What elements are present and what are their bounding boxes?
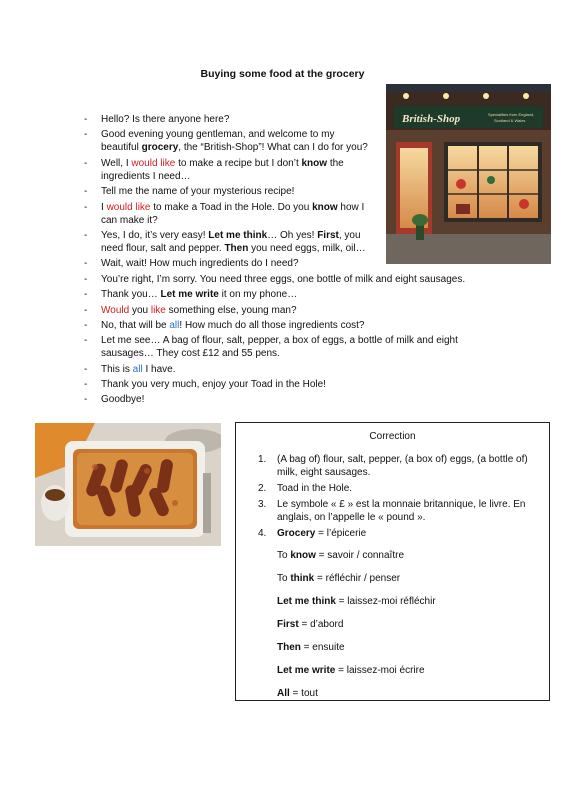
toad-in-the-hole-photo (35, 423, 221, 546)
bullet-dash: - (84, 335, 88, 347)
correction-number: 2. (258, 483, 267, 494)
dialogue-segment: know (301, 157, 328, 169)
dialogue-segment: , the “British-Shop”! What can I do for you? (178, 142, 368, 154)
dialogue-segment: Good evening young gentleman, and welcome to my beautiful (101, 129, 335, 154)
dialogue-line (84, 201, 371, 227)
dialogue-segment: I have. (142, 363, 176, 375)
vocab-segment: First (277, 619, 299, 630)
dialogue-segment: Would (101, 304, 130, 316)
correction-item (258, 498, 544, 524)
bullet-dash: - (84, 319, 88, 331)
vocab-segment: Then (277, 642, 301, 653)
vocab-entry (277, 618, 537, 631)
dialogue-segment: like (150, 304, 166, 316)
correction-item (258, 527, 544, 540)
bullet-dash: - (84, 273, 88, 285)
correction-number: 3. (258, 499, 267, 510)
dialogue-segment: grocery (141, 142, 179, 154)
bullet-dash: - (84, 394, 88, 406)
dialogue-segment: Hello? Is there anyone here? (101, 114, 230, 125)
dialogue-segment: Goodbye! (101, 394, 145, 406)
correction-box (235, 422, 550, 701)
dialogue-segment: know (312, 201, 338, 213)
dialogue-line (84, 304, 488, 317)
dialogue-segment: No, that will be (101, 319, 170, 331)
vocab-entry (277, 549, 537, 562)
dialogue-segment: something else, young man? (165, 304, 297, 316)
page-title: Buying some food at the grocery (200, 68, 365, 80)
dialogue-line (84, 273, 488, 286)
vocab-entry (277, 572, 537, 585)
dialogue-line (84, 128, 371, 154)
dialogue-segment: Then (224, 242, 249, 254)
dialogue-segment: you need eggs, milk, oil… (248, 242, 366, 254)
vocab-segment: Let me write (277, 665, 336, 676)
correction-item (258, 453, 544, 479)
bullet-dash: - (84, 258, 88, 270)
vocab-segment: To (277, 573, 291, 584)
dialogue-segment: would like (131, 157, 176, 169)
correction-segment: Grocery (277, 528, 316, 539)
dialogue-segment: This is (101, 363, 133, 375)
vocab-entry (277, 687, 537, 700)
dialogue-segment: Let me think (208, 229, 268, 241)
correction-item (258, 482, 544, 495)
shop-sign-text: British-Shop (402, 113, 461, 125)
bullet-dash: - (84, 129, 88, 141)
food-illustration (35, 423, 221, 546)
dialogue-segment: how I can make it? (101, 201, 365, 226)
bullet-dash: - (84, 379, 88, 391)
dialogue-line (84, 288, 488, 301)
dialogue-segment: Let me see… A bag of flour, salt, pepper, a box of eggs, a bottle of milk and eight sausages… They cost £12 and 55 pens. (101, 335, 458, 360)
bullet-dash: - (84, 289, 88, 301)
dialogue-segment: … Oh yes! (267, 229, 318, 241)
shop-illustration (386, 84, 551, 264)
vocab-segment: = tout (289, 688, 318, 699)
vocab-entry (277, 664, 537, 677)
correction-segment: Toad in the Hole. (277, 483, 353, 494)
dialogue-segment: you (129, 304, 151, 316)
dialogue-segment: ! How much do all those ingredients cost? (179, 319, 365, 331)
dialogue-segment: Yes, I do, it’s very easy! (101, 229, 209, 241)
dialogue-segment: Well, I (101, 157, 132, 169)
dialogue-segment: I (101, 201, 107, 213)
dialogue-segment: First (317, 229, 339, 241)
correction-segment: (A bag of) flour, salt, pepper, (a box of) eggs, (a bottle of) milk, eight sausages. (277, 454, 528, 478)
bullet-dash: - (84, 304, 88, 316)
dialogue-segment: to make a recipe but I don’t (175, 157, 302, 169)
bullet-dash: - (84, 229, 88, 241)
correction-segment: Le symbole « £ » est la monnaie britannique, le livre. En anglais, on l’appelle le « pound ». (277, 499, 526, 523)
bullet-dash: - (84, 114, 88, 125)
dialogue-line (84, 157, 371, 183)
dialogue-segment: the ingredients I need… (101, 157, 344, 182)
vocab-segment: think (290, 573, 315, 584)
vocab-segment: = savoir / connaître (315, 550, 405, 561)
vocab-entry (277, 641, 537, 654)
dialogue-segment: Let me write (160, 289, 219, 301)
dialogue-segment: You’re right, I’m sorry. You need three eggs, one bottle of milk and eight sausages. (101, 273, 466, 285)
dialogue-segment: to make a Toad in the Hole. Do you (150, 201, 313, 213)
vocab-segment: = laissez-moi écrire (335, 665, 425, 676)
vocab-segment: To (277, 550, 291, 561)
correction-list (258, 453, 544, 543)
bullet-dash: - (84, 157, 88, 169)
dialogue-segment: all (169, 319, 180, 331)
shop-sign-subtext: Specialities from England, (488, 112, 535, 117)
dialogue-segment: would like (106, 201, 151, 213)
dialogue-segment: Thank you… (101, 289, 161, 301)
vocab-segment: Let me think (277, 596, 336, 607)
dialogue-segment: all (132, 363, 143, 375)
vocab-segment: = d’abord (298, 619, 344, 630)
dialogue-segment: Wait, wait! How much ingredients do I need? (101, 258, 299, 270)
bullet-dash: - (84, 186, 88, 198)
dialogue-segment: Tell me the name of your mysterious recipe! (101, 186, 295, 198)
correction-segment: = l’épicerie (315, 528, 367, 539)
british-shop-photo (386, 84, 551, 264)
dialogue-segment: , you need flour, salt and pepper. (101, 229, 361, 254)
dialogue-line (84, 378, 488, 391)
shop-sign-subtext-2: Scotland & Wales (494, 118, 526, 123)
correction-title: Correction (369, 431, 416, 442)
bullet-dash: - (84, 201, 88, 213)
dialogue-segment: Thank you very much, enjoy your Toad in the Hole! (101, 379, 326, 391)
bullet-dash: - (84, 363, 88, 375)
dialogue-segment: it on my phone… (218, 289, 298, 301)
dialogue-line (84, 363, 488, 376)
vocab-segment: = laissez-moi réfléchir (335, 596, 436, 607)
dialogue-line (84, 319, 488, 332)
correction-number: 1. (258, 454, 267, 465)
vocab-segment: = ensuite (300, 642, 345, 653)
vocab-segment: All (277, 688, 290, 699)
dialogue-line (84, 229, 371, 255)
vocab-segment: know (290, 550, 316, 561)
vocab-segment: = réfléchir / penser (314, 573, 401, 584)
dialogue-line (84, 393, 488, 406)
vocab-entry (277, 595, 537, 608)
dialogue-line (84, 334, 488, 360)
correction-number: 4. (258, 528, 267, 539)
